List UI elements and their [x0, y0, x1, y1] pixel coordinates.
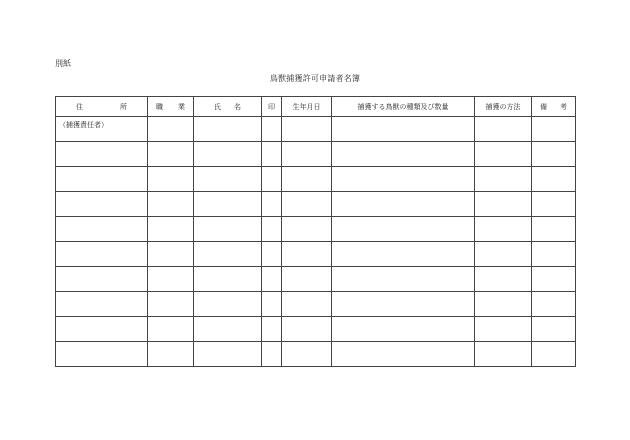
cell-birthdate[interactable] — [282, 317, 332, 342]
cell-capture-method[interactable] — [475, 142, 532, 167]
cell-address[interactable] — [56, 142, 148, 167]
cell-name[interactable] — [194, 342, 262, 367]
document-title: 鳥獣捕獲許可申請者名簿 — [269, 74, 361, 83]
cell-remarks[interactable] — [532, 267, 576, 292]
cell-birthdate[interactable] — [282, 167, 332, 192]
cell-seal[interactable] — [262, 342, 282, 367]
cell-birthdate[interactable] — [282, 292, 332, 317]
header-species-quantity: 捕獲する鳥獣の種類及び数量 — [332, 97, 475, 117]
cell-capture-method[interactable] — [475, 292, 532, 317]
table-row — [56, 292, 576, 317]
cell-capture-method[interactable] — [475, 167, 532, 192]
header-row — [56, 97, 576, 117]
cell-seal[interactable] — [262, 192, 282, 217]
cell-capture-method[interactable] — [475, 267, 532, 292]
table-row — [56, 317, 576, 342]
cell-seal[interactable] — [262, 292, 282, 317]
cell-remarks[interactable] — [532, 117, 576, 142]
table-row — [56, 217, 576, 242]
cell-occupation[interactable] — [148, 267, 194, 292]
cell-birthdate[interactable] — [282, 192, 332, 217]
cell-address[interactable] — [56, 167, 148, 192]
table-row — [56, 242, 576, 267]
table-row — [56, 142, 576, 167]
header-birthdate: 生年月日 — [282, 97, 332, 117]
register-body — [56, 117, 576, 367]
cell-capture-method[interactable] — [475, 317, 532, 342]
cell-seal[interactable] — [262, 217, 282, 242]
cell-address[interactable] — [56, 292, 148, 317]
cell-capture-method[interactable] — [475, 342, 532, 367]
responsible-person-note: （捕獲責任者） — [59, 121, 108, 129]
table-row — [56, 192, 576, 217]
cell-name[interactable] — [194, 117, 262, 142]
cell-birthdate[interactable] — [282, 242, 332, 267]
header-capture-method: 捕獲の方法 — [475, 97, 532, 117]
header-occupation: 職 業 — [148, 97, 194, 117]
cell-species-quantity[interactable] — [332, 142, 475, 167]
cell-birthdate[interactable] — [282, 267, 332, 292]
cell-name[interactable] — [194, 142, 262, 167]
header-address: 住 所 — [56, 97, 148, 117]
table-row — [56, 267, 576, 292]
cell-remarks[interactable] — [532, 167, 576, 192]
cell-capture-method[interactable] — [475, 217, 532, 242]
cell-seal[interactable] — [262, 267, 282, 292]
table-row — [56, 167, 576, 192]
cell-species-quantity[interactable] — [332, 292, 475, 317]
cell-name[interactable] — [194, 242, 262, 267]
cell-occupation[interactable] — [148, 167, 194, 192]
cell-seal[interactable] — [262, 117, 282, 142]
header-seal: 印 — [262, 97, 282, 117]
cell-address[interactable] — [56, 192, 148, 217]
cell-remarks[interactable] — [532, 317, 576, 342]
cell-remarks[interactable] — [532, 217, 576, 242]
attachment-label: 別紙 — [55, 59, 71, 68]
cell-address[interactable] — [56, 217, 148, 242]
cell-occupation[interactable] — [148, 317, 194, 342]
applicant-register-table — [55, 96, 576, 367]
cell-occupation[interactable] — [148, 242, 194, 267]
cell-address[interactable] — [56, 242, 148, 267]
cell-remarks[interactable] — [532, 142, 576, 167]
cell-capture-method[interactable] — [475, 117, 532, 142]
cell-species-quantity[interactable] — [332, 192, 475, 217]
cell-species-quantity[interactable] — [332, 167, 475, 192]
table-row — [56, 342, 576, 367]
cell-species-quantity[interactable] — [332, 242, 475, 267]
cell-name[interactable] — [194, 267, 262, 292]
cell-occupation[interactable] — [148, 292, 194, 317]
cell-address[interactable] — [56, 267, 148, 292]
cell-remarks[interactable] — [532, 342, 576, 367]
cell-name[interactable] — [194, 167, 262, 192]
header-name: 氏 名 — [194, 97, 262, 117]
cell-occupation[interactable] — [148, 342, 194, 367]
cell-species-quantity[interactable] — [332, 267, 475, 292]
cell-name[interactable] — [194, 317, 262, 342]
cell-address[interactable] — [56, 342, 148, 367]
cell-birthdate[interactable] — [282, 142, 332, 167]
cell-species-quantity[interactable] — [332, 217, 475, 242]
cell-species-quantity[interactable] — [332, 317, 475, 342]
cell-capture-method[interactable] — [475, 242, 532, 267]
cell-capture-method[interactable] — [475, 192, 532, 217]
cell-seal[interactable] — [262, 317, 282, 342]
cell-birthdate[interactable] — [282, 342, 332, 367]
cell-remarks[interactable] — [532, 192, 576, 217]
cell-species-quantity[interactable] — [332, 117, 475, 142]
cell-address[interactable] — [56, 317, 148, 342]
cell-name[interactable] — [194, 217, 262, 242]
cell-address[interactable] — [56, 117, 148, 142]
table-row — [56, 117, 576, 142]
cell-birthdate[interactable] — [282, 117, 332, 142]
header-remarks: 備 考 — [532, 97, 576, 117]
cell-occupation[interactable] — [148, 192, 194, 217]
cell-name[interactable] — [194, 292, 262, 317]
cell-name[interactable] — [194, 192, 262, 217]
cell-birthdate[interactable] — [282, 217, 332, 242]
cell-remarks[interactable] — [532, 292, 576, 317]
cell-species-quantity[interactable] — [332, 342, 475, 367]
cell-seal[interactable] — [262, 142, 282, 167]
cell-occupation[interactable] — [148, 142, 194, 167]
cell-seal[interactable] — [262, 242, 282, 267]
cell-remarks[interactable] — [532, 242, 576, 267]
cell-occupation[interactable] — [148, 117, 194, 142]
cell-seal[interactable] — [262, 167, 282, 192]
cell-occupation[interactable] — [148, 217, 194, 242]
